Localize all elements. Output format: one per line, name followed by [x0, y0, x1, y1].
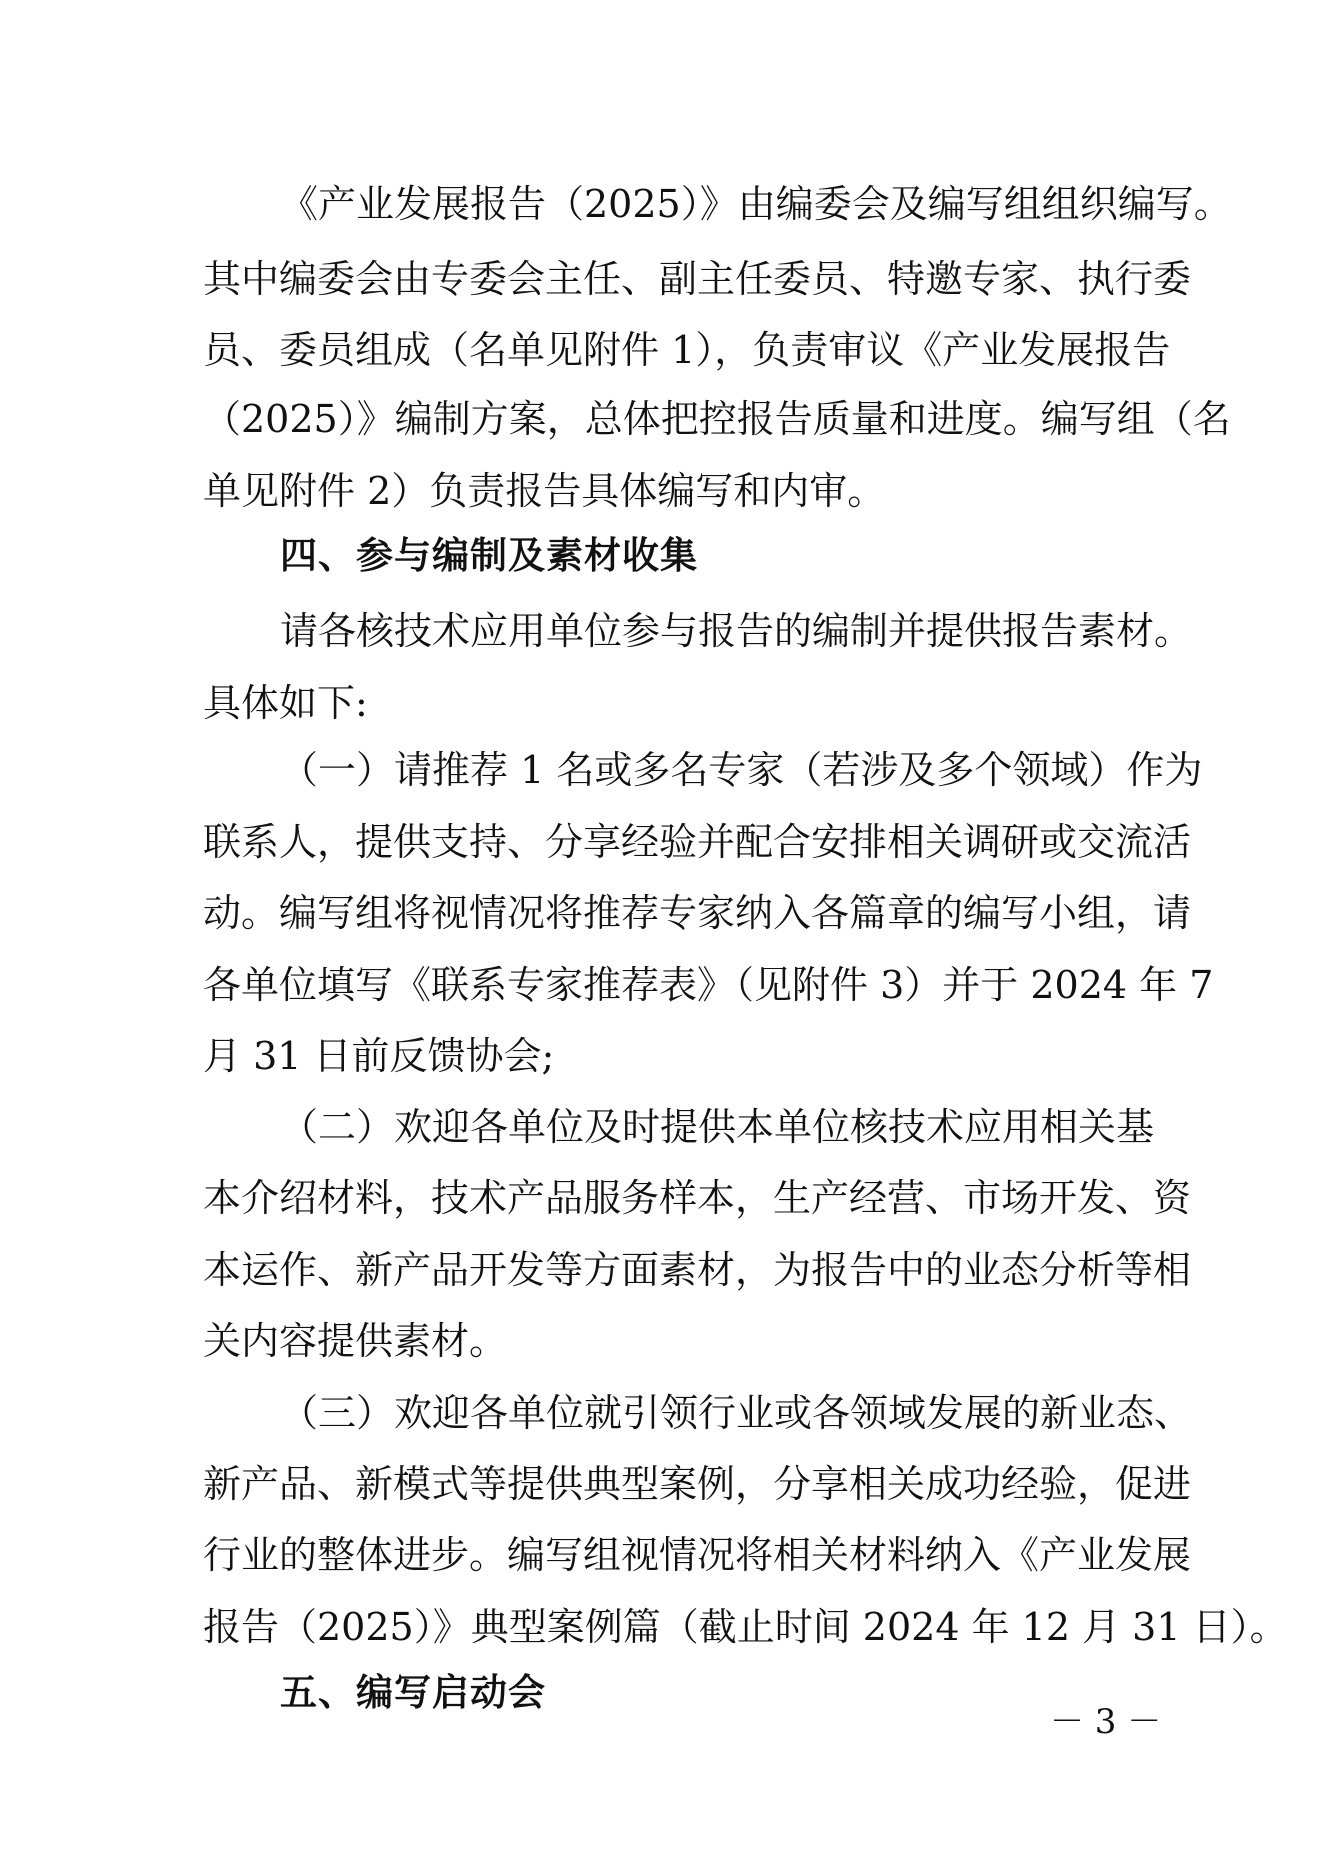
paragraph-line: 请各核技术应用单位参与报告的编制并提供报告素材。: [280, 609, 1193, 653]
paragraph-line: 关内容提供素材。: [203, 1319, 508, 1363]
paragraph-line: 月 31 日前反馈协会;: [203, 1034, 555, 1078]
paragraph-line: （三）欢迎各单位就引领行业或各领域发展的新业态、: [280, 1391, 1193, 1435]
paragraph-line: 员、委员组成（名单见附件 1），负责审议《产业发展报告: [203, 328, 1171, 372]
paragraph-line: 新产品、新模式等提供典型案例，分享相关成功经验，促进: [203, 1462, 1192, 1506]
paragraph-line: 本运作、新产品开发等方面素材，为报告中的业态分析等相: [203, 1248, 1192, 1292]
paragraph-line: （2025）》编制方案，总体把控报告质量和进度。编写组（名: [203, 397, 1231, 441]
paragraph-line: 《产业发展报告（2025）》由编委会及编写组组织编写。: [280, 182, 1232, 226]
section-heading: 四、参与编制及素材收集: [280, 534, 698, 577]
paragraph-line: 报告（2025）》典型案例篇（截止时间 2024 年 12 月 31 日）。: [203, 1605, 1288, 1649]
paragraph-line: 本介绍材料，技术产品服务样本，生产经营、市场开发、资: [203, 1176, 1192, 1220]
page-number: － 3 －: [1050, 1702, 1162, 1742]
paragraph-line: 其中编委会由专委会主任、副主任委员、特邀专家、执行委: [203, 257, 1192, 301]
paragraph-line: 各单位填写《联系专家推荐表》（见附件 3）并于 2024 年 7: [203, 963, 1214, 1007]
paragraph-line: 单见附件 2）负责报告具体编写和内审。: [203, 469, 886, 513]
paragraph-line: 联系人，提供支持、分享经验并配合安排相关调研或交流活: [203, 820, 1192, 864]
paragraph-line: 动。编写组将视情况将推荐专家纳入各篇章的编写小组，请: [203, 891, 1192, 935]
section-heading: 五、编写启动会: [280, 1671, 546, 1714]
paragraph-line: （一）请推荐 1 名或多名专家（若涉及多个领域）作为: [280, 748, 1203, 792]
paragraph-line: （二）欢迎各单位及时提供本单位核技术应用相关基: [280, 1105, 1155, 1149]
paragraph-line: 具体如下:: [203, 681, 368, 725]
paragraph-line: 行业的整体进步。编写组视情况将相关材料纳入《产业发展: [203, 1533, 1192, 1577]
